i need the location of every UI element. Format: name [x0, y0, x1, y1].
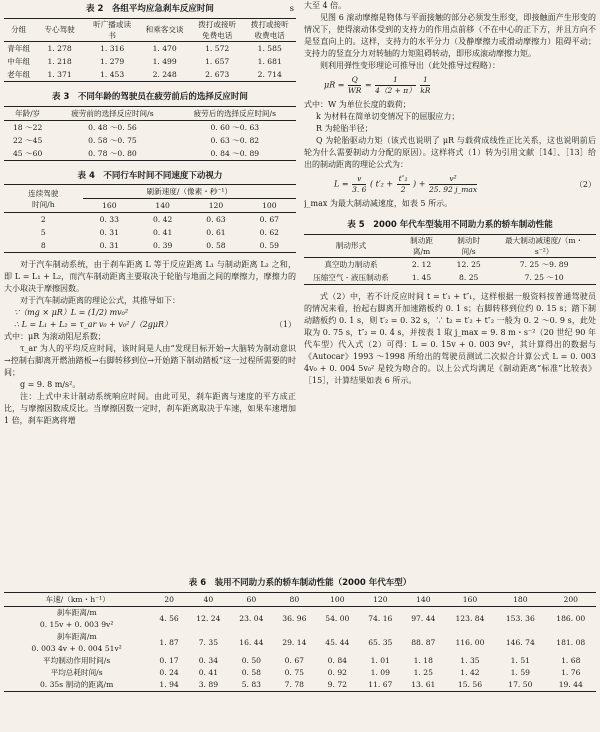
- body-paragraph: 对于汽车制动距离的理论公式，其推导如下：: [20, 296, 180, 306]
- fraction: [429, 174, 477, 195]
- row-label-line: 刹车距离/m: [56, 631, 97, 641]
- table-cell: 老年组: [7, 69, 31, 79]
- equation-text: ∴ L = L₁ + L₂ = τ_ar v₀ + v₀² /（2gμR）: [14, 320, 173, 330]
- table-cell: 1. 25: [413, 667, 433, 677]
- table-row: [4, 147, 296, 161]
- table-cell: 186. 00: [556, 613, 586, 623]
- table2-title: [4, 3, 296, 16]
- table2-header: 听广播或读书: [86, 18, 139, 41]
- table2-header: 拨打或接听收费电话: [243, 18, 296, 41]
- table4-header: [4, 185, 83, 213]
- table-cell: 1. 572: [205, 43, 230, 53]
- table-cell: 1. 68: [561, 655, 581, 665]
- table-cell: 0. 48 ～0. 56: [88, 122, 137, 132]
- table-cell: 1. 470: [152, 43, 177, 53]
- table-cell: 123. 84: [455, 613, 485, 623]
- equation-1b: [4, 319, 296, 331]
- table-cell: 0. 84: [327, 655, 347, 665]
- table-cell: 0. 67: [259, 215, 279, 225]
- table4-speed: 160: [83, 199, 136, 213]
- row-label: 平均总耗时间/s: [50, 667, 103, 677]
- table-cell: 1. 278: [47, 43, 72, 53]
- table4-col1-line: 时间/h: [31, 199, 55, 209]
- table-cell: 65. 35: [368, 637, 393, 647]
- table-row: [4, 239, 296, 253]
- table-row: [4, 134, 296, 147]
- table-cell: 1. 657: [205, 56, 230, 66]
- denominator: WR: [348, 86, 362, 95]
- table6-speed: 160: [445, 592, 495, 606]
- table-cell: 0. 31: [99, 241, 119, 251]
- table2-header: 拨打或接听免费电话: [191, 18, 244, 41]
- table6-speed: 100: [316, 592, 359, 606]
- table-cell: 0. 78 ～0. 80: [88, 148, 137, 158]
- table-cell: 0. 24: [159, 667, 179, 677]
- table5: [304, 234, 596, 285]
- denominator: 4（2 + π）: [375, 86, 416, 95]
- table2-header: 和乘客交谈: [138, 18, 191, 41]
- table-cell: 13. 61: [411, 679, 436, 689]
- body-paragraph: 则利用弹性变形理论可推导出（此处推导过程略）：: [320, 61, 500, 70]
- table-cell: 153. 36: [505, 613, 535, 623]
- body-paragraph: 见图 6 滚动摩擦是物体与平面接触的部分必须发生形变，即接触面产生形变的情况下，使得滚动体受到的支持力的作用点前移（不在中心的正下方，并且方向不是竖直向上的。这样，支持力的水平分力（及静摩擦力或滑动摩擦力）阻碍平动；支持力的竖直分力对转轴的力矩阻碍转动，即形成滚动摩擦力矩。: [304, 13, 596, 58]
- body-paragraph: 注：上式中未计制动系统响应时间。由此可见，刹车距离与速度的平方成正比，与摩擦因数成反比。当摩擦因数一定时，刹车距离取决于车速，如果车速增加 1 倍，刹车距离将增: [4, 392, 296, 426]
- denominator: 3. 6: [352, 185, 367, 194]
- table-cell: 压缩空气 - 液压制动系: [313, 272, 389, 282]
- table-cell: 5. 83: [241, 679, 262, 689]
- table-cell: 1. 42: [460, 667, 480, 677]
- body-paragraph: 对于汽车制动系统，由于刹车距离 L 等于反应距离 L₁ 与制动距离 L₂ 之和，即 L = L₁ + L₂，而汽车制动距离主要取决于轮胎与地面之间的摩擦力，摩擦力的大小取决于摩擦因数。: [4, 260, 296, 294]
- table-row: [4, 213, 296, 227]
- numerator: Q: [348, 75, 361, 86]
- table-cell: 29. 14: [282, 637, 307, 647]
- table-cell: 88. 87: [411, 637, 436, 647]
- body-paragraph: τ_ar 为人的平均反应时间，该时间是人由“发现目标开始→大脑转为制动意识→控制右脚离开燃油踏板→右脚转移到位→开始踏下制动踏板”这一过程所需要的时间；: [4, 344, 296, 378]
- table-cell: 0. 75: [284, 667, 304, 677]
- table-cell: 1. 316: [100, 43, 125, 53]
- table-cell: 0. 59: [259, 241, 279, 251]
- table-cell: 3. 89: [198, 679, 219, 689]
- table-cell: 0. 67: [284, 655, 304, 665]
- table4-title: 表 4 不同行车时间不同速度下动视力: [77, 170, 223, 181]
- table6-speed: 20: [151, 592, 187, 606]
- table-cell: 45 ～60: [12, 148, 43, 158]
- table-cell: 0. 41: [198, 667, 219, 677]
- table-cell: 1. 499: [152, 56, 177, 66]
- table6-speed: 80: [273, 592, 316, 606]
- table-cell: 7. 78: [284, 679, 304, 689]
- table-cell: 0. 50: [241, 655, 262, 665]
- table-cell: 22 ～45: [12, 135, 43, 145]
- table6-speed-label: 车速/（km・h⁻¹）: [4, 592, 151, 606]
- table-cell: 146. 74: [505, 637, 535, 647]
- table-cell: 2. 248: [152, 69, 177, 79]
- equation-number: （1）: [274, 320, 296, 330]
- table6-speed: 60: [230, 592, 273, 606]
- body-paragraph: R 为轮胎半径；: [316, 124, 373, 133]
- table-cell: 97. 44: [411, 613, 436, 623]
- numerator: v: [352, 174, 366, 185]
- table-cell: 1. 18: [413, 655, 433, 665]
- table-cell: 0. 58: [241, 667, 262, 677]
- table3-header: 疲劳后的选择反应时间/s: [174, 106, 296, 120]
- row-label-line: 0. 15v + 0. 003 9v²: [39, 619, 114, 629]
- table2-header: 分组: [4, 18, 33, 41]
- table-cell: 11. 67: [368, 679, 393, 689]
- table5-header: 制动形式: [304, 234, 398, 257]
- table-cell: 12. 25: [456, 259, 481, 269]
- body-paragraph: Q 为轮胎驱动力矩（该式也说明了 μR 与载荷成线性正比关系，这也说明前后轮为什么需要制动力分配的原因）。这样将式（1）转为引用文献［14］、［13］给出的制动距离的理论公式为：: [304, 136, 596, 169]
- table-cell: 4. 56: [159, 613, 179, 623]
- table-cell: 8: [40, 241, 46, 251]
- table-cell: 1. 76: [561, 667, 581, 677]
- table-cell: 0. 63 ～0. 82: [210, 135, 260, 145]
- table5-header: 最大制动减速度/（m・s⁻²）: [492, 234, 596, 257]
- equation-text: ) +: [413, 179, 426, 189]
- table6-speed: 140: [402, 592, 445, 606]
- table-cell: 1. 45: [411, 272, 432, 282]
- table-cell: 17. 50: [508, 679, 533, 689]
- table4-speed: 120: [189, 199, 242, 213]
- denominator: 2: [400, 185, 406, 194]
- table-row: [4, 120, 296, 134]
- table-cell: 12. 24: [196, 613, 221, 623]
- table-cell: 19. 44: [558, 679, 583, 689]
- body-paragraph: 大至 4 倍。: [304, 1, 347, 10]
- table6-speed: 200: [546, 592, 596, 606]
- fraction: [397, 174, 410, 195]
- table-cell: 54. 00: [325, 613, 350, 623]
- table-cell: 1. 59: [510, 667, 530, 677]
- table-cell: 2: [40, 215, 46, 225]
- table-row: [4, 667, 596, 679]
- table-cell: 0. 34: [198, 655, 219, 665]
- numerator: v²: [429, 174, 477, 185]
- table-cell: 1. 681: [257, 56, 282, 66]
- table-cell: 1. 01: [370, 655, 390, 665]
- table-cell: 0. 42: [152, 215, 173, 225]
- table6-speed: 180: [495, 592, 545, 606]
- table-cell: 1. 87: [159, 637, 179, 647]
- table-cell: 1. 453: [100, 69, 125, 79]
- table-cell: 7. 35: [198, 637, 219, 647]
- table3-title: 表 3 不同年龄的驾驶员在疲劳前后的选择反应时间: [52, 91, 248, 102]
- table-row: [4, 606, 596, 631]
- table-cell: 1. 51: [510, 655, 530, 665]
- row-label: [4, 606, 151, 631]
- table-cell: 0. 31: [99, 228, 119, 238]
- table-cell: 真空助力制动系: [324, 259, 378, 269]
- body-paragraph: j_max 为最大制动减速度，如表 5 所示。: [304, 199, 453, 208]
- table-cell: 0. 17: [159, 655, 179, 665]
- table-cell: 116. 00: [455, 637, 485, 647]
- denominator: kR: [420, 86, 431, 95]
- table-cell: 0. 58 ～0. 75: [88, 135, 137, 145]
- table-row: [4, 631, 596, 655]
- table-row: [4, 655, 596, 667]
- table6: [4, 592, 596, 692]
- table6-speed: 40: [187, 592, 230, 606]
- equation-number: （2）: [574, 179, 596, 189]
- table4-speed: 140: [136, 199, 189, 213]
- equation-text: ∵（mg × μR）L = (1/2) mv₀²: [14, 308, 129, 318]
- fraction: [375, 75, 416, 96]
- equation-text: =: [364, 80, 372, 90]
- denominator: 25. 92 j_max: [428, 185, 478, 194]
- right-column: [304, 0, 596, 387]
- body-paragraph: 式中：W 为单位长度的载荷；: [304, 100, 411, 109]
- table-cell: 1. 35: [460, 655, 480, 665]
- numerator: t″₂: [398, 174, 408, 183]
- table-cell: 0. 39: [152, 241, 173, 251]
- table-cell: 0. 62: [259, 228, 279, 238]
- body-paragraph: 式中：μR 为滚动阻尼系数；: [4, 332, 106, 342]
- table-cell: 7. 25 ～10: [524, 272, 564, 282]
- equation-1a: [4, 307, 296, 319]
- table-cell: 45. 44: [325, 637, 350, 647]
- fraction: [420, 75, 430, 96]
- table-cell: 1. 09: [370, 667, 390, 677]
- table5-title: 表 5 2000 年代车型装用不同助力系的轿车制动性能: [347, 220, 553, 230]
- table2-header: 专心驾驶: [33, 18, 86, 41]
- table-cell: 0. 63: [206, 215, 226, 225]
- table-cell: 36. 96: [282, 613, 307, 623]
- table-cell: 74. 16: [368, 613, 393, 623]
- table-cell: 8. 25: [459, 272, 479, 282]
- table-cell: 2. 673: [205, 69, 230, 79]
- table-cell: 18 ～22: [12, 122, 43, 132]
- table-cell: 7. 25 ～9. 89: [519, 259, 569, 269]
- row-label-line: 刹车距离/m: [56, 607, 97, 617]
- equation-text: ( t′₂ +: [369, 179, 394, 189]
- table5-header: 制动时间/s: [445, 234, 492, 257]
- table4-col1-line: 连续驾驶: [28, 188, 59, 198]
- row-label: [4, 631, 151, 655]
- numerator: 1: [375, 75, 416, 86]
- table2: [4, 18, 296, 82]
- table-cell: 0. 61: [206, 228, 226, 238]
- fraction: [348, 75, 361, 96]
- table-row: [4, 55, 296, 68]
- body-paragraph: 式（2）中，若不计反应时间 t = t′₁ + t″₁，这样根据一般资料按普通驾驶员的情况来看，抬起右脚离开加速踏板约 0. 1 s；右脚转移到位约 0. 15 s；踏下制动踏板约 0. 1 s，则 t′₂ = 0. 32 s，∵ t₂ = t′₂ + t″₂ 一般为 0. 2 ～0. 9 s，此处取为 0. 75 s，t″₂ = 0. 4 s，并按表 1 取 j_max = 9. 8 m・s⁻²（20 世纪 90 年代车型）代入式（2）可得：L = 0. 15v + 0. 003 9v²，其计算得出的数据与《Autocar》1993 ～1998 所给出的驾驶员测试二次拟合计算公式 L = 0. 003 4v₀ + 0. 004 5v₀² 是较为吻合的。以上公式均满足《制动距离“标准”比较表》［15］，计算结果如表 6 所示。: [304, 291, 596, 385]
- table-row: [4, 68, 296, 82]
- table-cell: 中年组: [7, 56, 31, 66]
- table-cell: 0. 33: [99, 215, 119, 225]
- table4: [4, 184, 296, 253]
- equation-2: [304, 171, 596, 198]
- body-paragraph: k 为材料在简单切变情况下的屈服应力；: [316, 112, 460, 121]
- table-row: [4, 226, 296, 239]
- fraction: [352, 174, 366, 195]
- equation-text: L =: [334, 179, 349, 189]
- body-paragraph: g = 9. 8 m/s²。: [20, 380, 81, 390]
- table-cell: 9. 72: [327, 679, 347, 689]
- table6-speed: 120: [359, 592, 402, 606]
- table3: [4, 106, 296, 161]
- table2-caption: 表 2 各组平均应急刹车反应时间: [86, 4, 214, 14]
- table-row: [4, 41, 296, 55]
- table-row: [304, 257, 596, 271]
- table-cell: 0. 58: [206, 241, 226, 251]
- table4-speed: 100: [243, 199, 296, 213]
- table6-section: [4, 574, 596, 692]
- table-cell: 0. 84 ～0. 89: [210, 148, 260, 158]
- table4-group-header: 刷新速度/（像素・秒⁻¹）: [83, 185, 296, 199]
- table-cell: 0. 41: [152, 228, 173, 238]
- table-cell: 1. 94: [159, 679, 179, 689]
- table-row: [304, 271, 596, 285]
- table-cell: 16. 44: [239, 637, 264, 647]
- table-cell: 1. 371: [47, 69, 72, 79]
- numerator: 1: [420, 75, 430, 86]
- row-label: 平均制动作用时间/s: [43, 655, 111, 665]
- table-cell: 1. 585: [257, 43, 282, 53]
- table-row: [4, 679, 596, 692]
- table-cell: 青年组: [7, 43, 31, 53]
- row-label-line: 0. 003 4v + 0. 004 51v²: [31, 643, 122, 653]
- equation-text: μR =: [324, 80, 345, 90]
- table-cell: 181. 08: [556, 637, 586, 647]
- left-column: [4, 0, 296, 427]
- table-cell: 1. 279: [100, 56, 125, 66]
- table-cell: 5: [40, 228, 46, 238]
- table-cell: 2. 12: [411, 259, 432, 269]
- table6-title: 表 6 装用不同助力系的轿车制动性能（2000 年代车型）: [188, 578, 412, 588]
- table-cell: 1. 218: [47, 56, 72, 66]
- table2-unit: s: [289, 4, 294, 14]
- row-label: 0. 35s 制动的距离/m: [39, 679, 114, 689]
- table-cell: 15. 56: [457, 679, 483, 689]
- table-cell: 0. 92: [327, 667, 347, 677]
- table3-header: 年龄/岁: [4, 106, 51, 120]
- table3-header: 疲劳前的选择反应时间/s: [51, 106, 173, 120]
- table-cell: 23. 04: [239, 613, 264, 623]
- table-cell: 0. 60 ～0. 63: [210, 122, 260, 132]
- table-cell: 2. 714: [257, 69, 282, 79]
- table5-header: 制动距离/m: [398, 234, 445, 257]
- equation-mu: [304, 72, 596, 99]
